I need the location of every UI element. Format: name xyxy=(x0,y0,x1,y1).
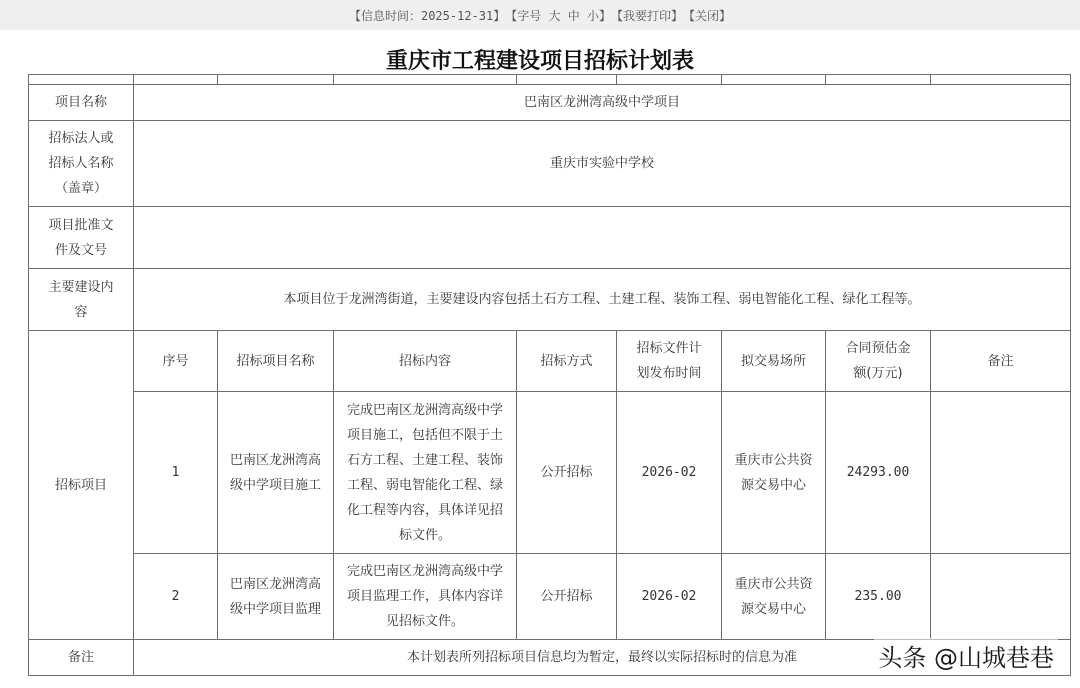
bidding-plan-table xyxy=(28,74,1071,676)
item-notes xyxy=(931,392,1071,554)
item-publish-time: 2026-02 xyxy=(617,554,722,640)
item-method: 公开招标 xyxy=(517,392,617,554)
construction-content-value: 本项目位于龙洲湾街道，主要建设内容包括土石方工程、土建工程、装饰工程、弱电智能化工程、绿化工程等。 xyxy=(134,269,1071,331)
info-time: 【信息时间：2025-12-31】 xyxy=(348,8,506,23)
page-title: 重庆市工程建设项目招标计划表 xyxy=(385,48,694,74)
item-method: 公开招标 xyxy=(517,554,617,640)
approval-row xyxy=(29,207,1071,269)
tenderer-value: 重庆市实验中学校 xyxy=(134,121,1071,207)
font-size-suffix: 】 xyxy=(598,8,611,23)
font-size-large-link[interactable]: 大 xyxy=(548,8,561,23)
item-seq: 1 xyxy=(134,392,218,554)
project-name-row xyxy=(29,85,1071,121)
spacer-row xyxy=(29,75,1071,85)
item-notes xyxy=(931,554,1071,640)
header-amount: 合同预估金 额(万元) xyxy=(826,331,931,392)
approval-label: 项目批准文 件及文号 xyxy=(29,207,134,269)
item-name: 巴南区龙洲湾高级中学项目施工 xyxy=(218,392,334,554)
font-size-small-link[interactable]: 小 xyxy=(586,8,599,23)
item-publish-time: 2026-02 xyxy=(617,392,722,554)
header-notes: 备注 xyxy=(931,331,1071,392)
header-seq: 序号 xyxy=(134,331,218,392)
tenderer-row xyxy=(29,121,1071,207)
close-link[interactable]: 【关闭】 xyxy=(683,8,732,23)
table-row xyxy=(29,554,1071,640)
watermark: 头条 @山城巷巷 xyxy=(874,638,1058,673)
header-method: 招标方式 xyxy=(517,331,617,392)
items-header-row xyxy=(29,331,1071,392)
item-content: 完成巴南区龙洲湾高级中学项目监理工作，具体内容详见招标文件。 xyxy=(334,554,517,640)
item-name: 巴南区龙洲湾高级中学项目监理 xyxy=(218,554,334,640)
font-size-prefix: 【字号 xyxy=(505,8,549,23)
item-amount: 235.00 xyxy=(826,554,931,640)
item-venue: 重庆市公共资源交易中心 xyxy=(722,554,826,640)
approval-value xyxy=(134,207,1071,269)
construction-content-label: 主要建设内 容 xyxy=(29,269,134,331)
remark-value: 本计划表所列招标项目信息均为暂定，最终以实际招标时的信息为准 xyxy=(134,640,1071,676)
header-publish-time: 招标文件计 划发布时间 xyxy=(617,331,722,392)
item-amount: 24293.00 xyxy=(826,392,931,554)
table-row xyxy=(29,392,1071,554)
construction-content-row xyxy=(29,269,1071,331)
header-content: 招标内容 xyxy=(334,331,517,392)
remark-label: 备注 xyxy=(29,640,134,676)
item-venue: 重庆市公共资源交易中心 xyxy=(722,392,826,554)
header-venue: 拟交易场所 xyxy=(722,331,826,392)
item-seq: 2 xyxy=(134,554,218,640)
print-link[interactable]: 【我要打印】 xyxy=(610,8,683,23)
tenderer-label: 招标法人或 招标人名称 （盖章） xyxy=(29,121,134,207)
project-name-value: 巴南区龙洲湾高级中学项目 xyxy=(134,85,1071,121)
header-name: 招标项目名称 xyxy=(218,331,334,392)
bidding-items-label: 招标项目 xyxy=(29,331,134,640)
info-toolbar xyxy=(0,0,1080,30)
font-size-medium-link[interactable]: 中 xyxy=(567,8,580,23)
project-name-label: 项目名称 xyxy=(29,85,134,121)
item-content: 完成巴南区龙洲湾高级中学项目施工，包括但不限于土石方工程、土建工程、装饰工程、弱电智能化工程、绿化工程等内容，具体详见招标文件。 xyxy=(334,392,517,554)
